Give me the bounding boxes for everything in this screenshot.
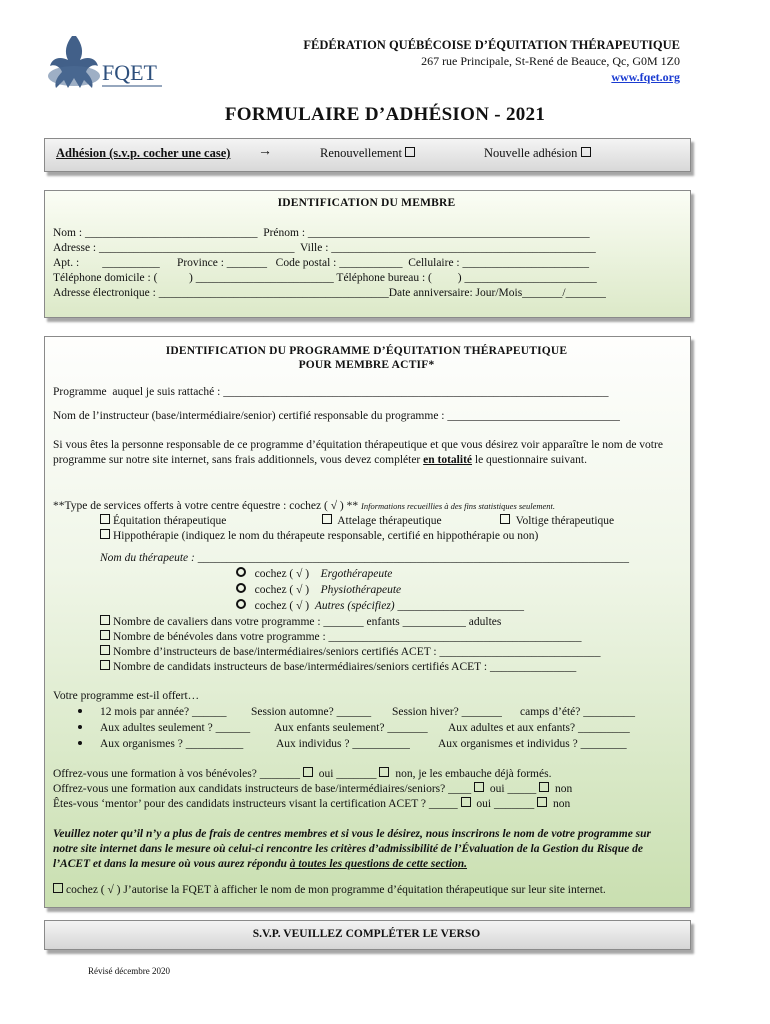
count-candidates-label: Nombre de candidats instructeurs de base/intermédiaires/seniors certifiés ACET : _______________ xyxy=(113,661,577,673)
radio-icon[interactable] xyxy=(236,599,246,609)
count-candidates[interactable] xyxy=(100,660,576,675)
therapist-type-other[interactable] xyxy=(236,599,524,614)
count-volunteers[interactable] xyxy=(100,630,582,645)
service-voltige-label: Voltige thérapeutique xyxy=(515,515,615,527)
offer-adults[interactable]: Aux adultes seulement ? ______ xyxy=(100,722,251,734)
logo-text: FQET xyxy=(102,60,157,85)
training-volunteers-yes: oui _______ xyxy=(318,768,377,780)
training-candidates-yes-checkbox[interactable] xyxy=(474,782,484,792)
offer-bullet-icon xyxy=(78,721,82,736)
program-heading-line1: IDENTIFICATION DU PROGRAMME D’ÉQUITATION THÉRAPEUTIQUE xyxy=(165,345,568,357)
offer-intro: Votre programme est-il offert… xyxy=(53,690,200,702)
count-riders-checkbox[interactable] xyxy=(100,615,110,625)
offer-adults-children[interactable]: Aux adultes et aux enfants? _________ xyxy=(448,722,630,734)
services-label: **Type de services offerts à votre centre équestre : cochez ( √ ) ** xyxy=(53,500,359,512)
count-instructors[interactable] xyxy=(100,645,601,660)
training-candidates-question: Offrez-vous une formation aux candidats instructeurs de base/intermédiaires/seniors? ____ xyxy=(53,783,472,795)
renewal-checkbox[interactable] xyxy=(405,147,415,157)
program-name-line[interactable]: Programme auquel je suis rattaché : ___________________________________________________________________ xyxy=(53,386,609,398)
count-riders-label: Nombre de cavaliers dans votre programme : _______ enfants ___________ adultes xyxy=(113,616,502,628)
service-hippotherapie-label: Hippothérapie (indiquez le nom du thérapeute responsable, certifié en hippothérapie ou non) xyxy=(113,530,539,542)
service-hippotherapie-checkbox[interactable] xyxy=(100,529,110,539)
offer-autumn[interactable]: Session automne? ______ xyxy=(251,706,372,718)
mentor-question[interactable] xyxy=(53,797,570,812)
training-candidates[interactable] xyxy=(53,782,572,797)
service-attelage-label: Attelage thérapeutique xyxy=(337,515,442,527)
count-instructors-label: Nombre d’instructeurs de base/intermédiaires/seniors certifiés ACET : ____________________________ xyxy=(113,646,601,658)
organization-name: FÉDÉRATION QUÉBÉCOISE D’ÉQUITATION THÉRAPEUTIQUE xyxy=(303,38,680,52)
revision-date: Révisé décembre 2020 xyxy=(88,966,170,976)
therapist-type-physio[interactable] xyxy=(236,583,401,598)
website-paragraph-b: le questionnaire suivant. xyxy=(474,454,587,466)
website-link[interactable]: www.fqet.org xyxy=(611,70,680,84)
offer-individuals[interactable]: Aux individus ? __________ xyxy=(276,738,410,750)
service-voltige[interactable] xyxy=(500,514,614,529)
therapist-type-label: Ergothérapeute xyxy=(320,568,393,580)
count-instructors-checkbox[interactable] xyxy=(100,645,110,655)
mentor-yes: oui _______ xyxy=(476,798,535,810)
authorization-checkbox[interactable] xyxy=(53,883,63,893)
new-membership-label: Nouvelle adhésion xyxy=(484,146,578,160)
verso-text: S.V.P. VEUILLEZ COMPLÉTER LE VERSO xyxy=(252,928,481,940)
training-volunteers-no: non, je les embauche déjà formés. xyxy=(395,768,552,780)
offer-bullet-icon xyxy=(78,705,82,720)
adhesion-label: Adhésion (s.v.p. cocher une case) xyxy=(56,146,231,160)
mentor-no: non xyxy=(552,798,571,810)
training-candidates-no: non xyxy=(554,783,573,795)
therapist-type-check: cochez ( √ ) xyxy=(254,600,310,612)
count-riders[interactable] xyxy=(100,615,501,630)
offer-12-months[interactable]: 12 mois par année? ______ xyxy=(100,706,227,718)
arrow-icon: → xyxy=(258,144,272,159)
offer-summer[interactable]: camps d’été? _________ xyxy=(520,706,635,718)
service-equitation[interactable] xyxy=(100,514,226,529)
count-volunteers-label: Nombre de bénévoles dans votre programme : ____________________________________________ xyxy=(113,631,582,643)
mentor-no-checkbox[interactable] xyxy=(537,797,547,807)
therapist-type-label: Physiothérapeute xyxy=(320,584,402,596)
service-equitation-label: Équitation thérapeutique xyxy=(113,515,227,527)
training-candidates-no-checkbox[interactable] xyxy=(539,782,549,792)
offer-orgs-individuals[interactable]: Aux organismes et individus ? ________ xyxy=(438,738,627,750)
address-line[interactable]: Adresse : __________________________________ Ville : ______________________________________________ xyxy=(53,242,596,254)
fqet-logo xyxy=(44,30,166,100)
therapist-type-check: cochez ( √ ) xyxy=(254,568,310,580)
apt-line[interactable]: Apt. : __________ Province : _______ Code postal : ___________ Cellulaire : ______________________ xyxy=(53,257,589,269)
phone-line[interactable]: Téléphone domicile : ( ) ________________________ Téléphone bureau : ( ) _______________________ xyxy=(53,272,597,284)
member-heading: IDENTIFICATION DU MEMBRE xyxy=(277,197,456,209)
name-line[interactable]: Nom : ______________________________ Prénom : _________________________________________________ xyxy=(53,227,590,239)
instructor-line[interactable]: Nom de l’instructeur (base/intermédiaire/senior) certifié responsable du programme : ______________________________ xyxy=(53,410,620,422)
training-volunteers-no-checkbox[interactable] xyxy=(379,767,389,777)
training-volunteers-question: Offrez-vous une formation à vos bénévoles? _______ xyxy=(53,768,300,780)
new-membership-checkbox[interactable] xyxy=(581,147,591,157)
program-heading-line2: POUR MEMBRE ACTIF* xyxy=(298,359,435,371)
training-volunteers-yes-checkbox[interactable] xyxy=(303,767,313,777)
service-attelage[interactable] xyxy=(322,514,442,529)
radio-icon[interactable] xyxy=(236,583,246,593)
form-title: FORMULAIRE D’ADHÉSION - 2021 xyxy=(224,104,546,125)
authorization-text: cochez ( √ ) J’autorise la FQET à afficher le nom de mon programme d’équitation thérapeutique sur leur site internet. xyxy=(66,884,606,896)
authorization-line[interactable] xyxy=(53,883,606,898)
therapist-type-label: Autres (spécifiez) ______________________ xyxy=(314,600,524,612)
service-voltige-checkbox[interactable] xyxy=(500,514,510,524)
website-paragraph-underline: en totalité xyxy=(423,454,472,466)
mentor-yes-checkbox[interactable] xyxy=(461,797,471,807)
training-volunteers[interactable] xyxy=(53,767,551,782)
offer-organizations[interactable]: Aux organismes ? __________ xyxy=(100,738,244,750)
service-hippotherapie[interactable] xyxy=(100,529,538,544)
therapist-type-check: cochez ( √ ) xyxy=(254,584,310,596)
renewal-option[interactable] xyxy=(320,146,418,161)
mentor-question-text: Êtes-vous ‘mentor’ pour des candidats instructeurs visant la certification ACET ? _____ xyxy=(53,798,458,810)
training-candidates-yes: oui _____ xyxy=(489,783,537,795)
website-paragraph-a: Si vous êtes la personne responsable de ce programme d’équitation thérapeutique et que vous désirez voir apparaître le nom de votre programme sur notre site internet, sans frais additionnels, vous devez compléter xyxy=(53,439,663,466)
offer-children[interactable]: Aux enfants seulement? _______ xyxy=(274,722,428,734)
offer-winter[interactable]: Session hiver? _______ xyxy=(392,706,502,718)
radio-icon[interactable] xyxy=(236,567,246,577)
count-volunteers-checkbox[interactable] xyxy=(100,630,110,640)
program-heading xyxy=(44,344,689,372)
therapist-line[interactable]: Nom du thérapeute : ___________________________________________________________________________ xyxy=(100,552,629,564)
count-candidates-checkbox[interactable] xyxy=(100,660,110,670)
service-attelage-checkbox[interactable] xyxy=(322,514,332,524)
new-membership-option[interactable] xyxy=(484,146,594,161)
admissibility-note xyxy=(53,827,678,872)
service-equitation-checkbox[interactable] xyxy=(100,514,110,524)
admissibility-note-text: Veuillez noter qu’il n’y a plus de frais de centres membres et si vous le désirez, nous inscrirons le nom de votre programme sur notre site internet dans le mesure où celui-ci rencontre les critères d’admissibilité de l’Évaluation de la Gestion du Risque de l’ACET et dans la mesure où vous aurez répondu xyxy=(53,828,652,870)
website-paragraph xyxy=(53,438,678,468)
offer-bullet-icon xyxy=(78,737,82,752)
email-line[interactable]: Adresse électronique : ________________________________________Date anniversaire: Jour/Mois_______/_______ xyxy=(53,287,606,299)
services-note: Informations recueillies à des fins statistiques seulement. xyxy=(361,501,555,511)
therapist-type-ergo[interactable] xyxy=(236,567,392,582)
organization-address: 267 rue Principale, St-René de Beauce, Qc, G0M 1Z0 xyxy=(421,54,680,68)
admissibility-note-underline: à toutes les questions de cette section. xyxy=(289,858,468,870)
services-label-line xyxy=(53,499,555,514)
renewal-label: Renouvellement xyxy=(320,146,402,160)
